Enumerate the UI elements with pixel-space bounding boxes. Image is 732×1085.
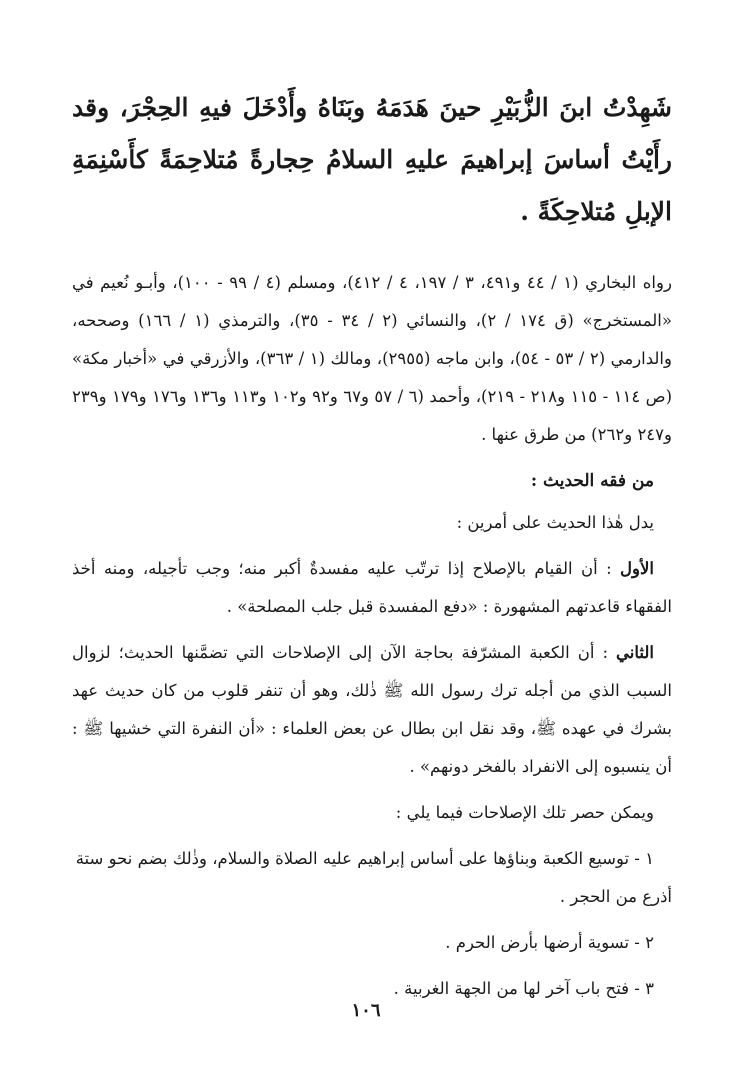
fiqh-heading: من فقه الحديث : (530, 471, 654, 491)
page-number-container (0, 1000, 732, 1021)
second-point-text: : أن الكعبة المشرّفة بحاجة الآن إلى الإصلاحات التي تضمَّنها الحديث؛ لزوال السبب الذي من أجله ترك رسول الله ﷺ ذٰلك، وهو أن تنفر قلوب من كان حديث عهد بشرك في عهده ﷺ، وقد نقل ابن بطال عن بعض العلماء : «أن النفرة التي خشيها ﷺ : أن ينسبوه إلى الانفراد بالفخر دونهم» . (72, 643, 672, 776)
first-point-lead: الأول (620, 559, 654, 578)
intro-paragraph: يدل هٰذا الحديث على أمرين : (456, 513, 654, 532)
takhrij-paragraph: رواه البخاري (١ / ٤٤ و٤٩١، ٣ / ١٩٧، ٤ / ٤١٢)، ومسلم (٤ / ٩٩ - ١٠٠)، وأبـو نُعيم في «المستخرج» (ق ١٧٤ / ٢)، والنسائي (٢ / ٣٤ - ٣٥)، والترمذي (١ / ١٦٦) وصححه، والدارمي (٢ / ٥٣ - ٥٤)، وابن ماجه (٢٩٥٥)، ومالك (١ / ٣٦٣)، والأزرقي في «أخبار مكة» (ص ١١٤ - ١١٥ و٢١٨ - ٢١٩)، وأحمد (٦ / ٥٧ و٦٧ و٩٢ و١٠٢ و١١٣ و١٣٦ و١٧٦ و١٧٩ و٢٣٩ و٢٤٧ و٢٦٢) من طرق عنها . (72, 273, 673, 444)
second-point-paragraph (72, 634, 672, 786)
list-intro: ويمكن حصر تلك الإصلاحات فيما يلي : (395, 803, 654, 822)
list-item-3: ٣ - فتح باب آخر لها من الجهة الغربية . (393, 979, 654, 998)
list-item-2: ٢ - تسوية أرضها بأرض الحرم . (445, 933, 654, 952)
second-point-lead: الثاني (616, 643, 654, 662)
first-point-paragraph (72, 550, 672, 626)
list-item-1: ١ - توسيع الكعبة وبناؤها على أساس إبراهيم عليه الصلاة والسلام، وذٰلك بضم نحو ستة أذرع من الحجر . (75, 849, 672, 906)
hadith-text: شَهِدْتُ ابنَ الزُّبَيْرِ حينَ هَدَمَهُ وبَنَاهُ وأَدْخَلَ فيهِ الحِجْرَ، وقد رأَيْتُ أساسَ إبراهيمَ عليهِ السلامُ حِجارةً مُتلاحِمَةً كأَسْنِمَةِ الإبلِ مُتلاحِكَةً . (72, 93, 672, 226)
first-point-text: : أن القيام بالإصلاح إذا ترتّب عليه مفسدةٌ أكبر منه؛ وجب تأجيله، ومنه أخذ الفقهاء قاعدتهم المشهورة : «دفع المفسدة قبل جلب المصلحة» . (72, 559, 672, 616)
page-number: ١٠٦ (351, 1000, 381, 1021)
